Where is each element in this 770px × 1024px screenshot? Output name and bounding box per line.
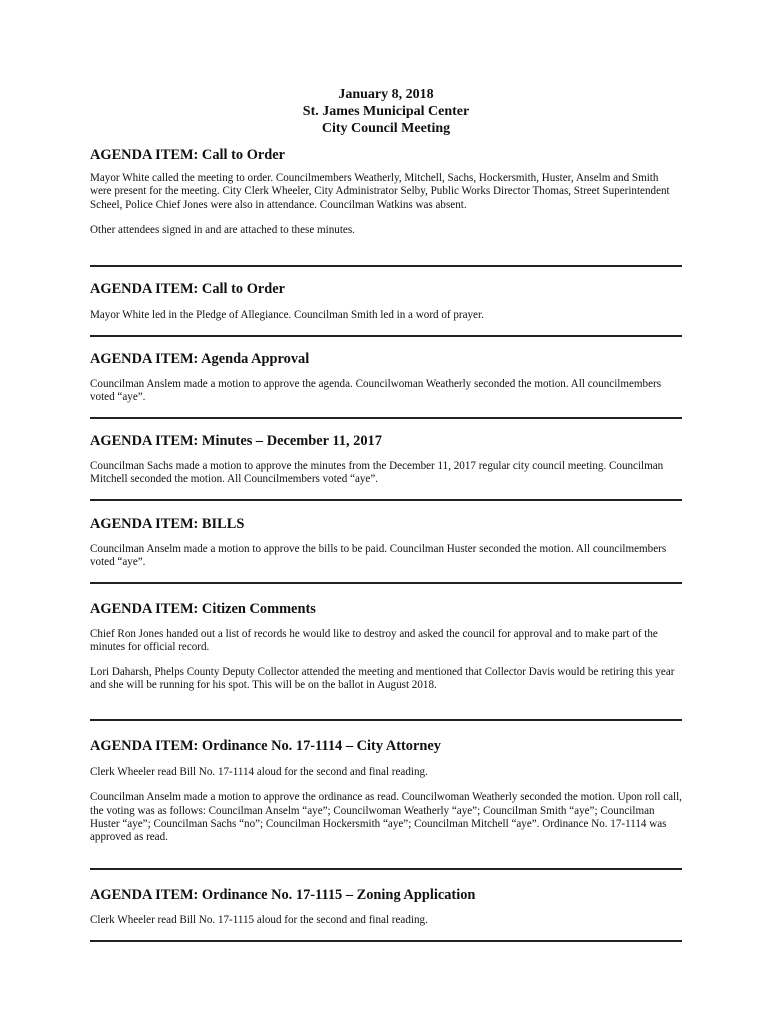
- meeting-location: St. James Municipal Center: [302, 104, 470, 119]
- section-divider: [90, 868, 682, 870]
- meeting-date: January 8, 2018: [338, 87, 434, 102]
- section-paragraph: Mayor White led in the Pledge of Allegiance. Councilman Smith led in a word of prayer.: [90, 309, 484, 321]
- section-paragraph: Councilman Anslem made a motion to approve the agenda. Councilwoman Weatherly seconded the motion. All councilmembers voted “aye”.: [90, 378, 662, 404]
- section-divider: [90, 940, 682, 942]
- section-paragraph: Clerk Wheeler read Bill No. 17-1115 aloud for the second and final reading.: [90, 914, 428, 926]
- section-paragraph: Councilman Anselm made a motion to approve the bills to be paid. Councilman Huster seconded the motion. All councilmembers voted “aye”.: [90, 543, 667, 569]
- section-paragraph: Clerk Wheeler read Bill No. 17-1114 aloud for the second and final reading.: [90, 766, 428, 778]
- agenda-section-minutes: [90, 432, 682, 487]
- meeting-type: City Council Meeting: [321, 121, 451, 136]
- section-paragraph: Mayor White called the meeting to order. Councilmembers Weatherly, Mitchell, Sachs, Hockersmith, Huster, Anselm and Smith were present for the meeting. City Clerk Wheeler, City Administrator Selby, Public Works Director Thomas, Street Superintendent Scheel, Police Chief Jones were also in attendance. Councilman Watkins was absent.: [90, 172, 670, 211]
- agenda-section-citizen-comments: [90, 600, 682, 692]
- section-divider: [90, 335, 682, 337]
- section-divider: [90, 719, 682, 721]
- section-title: AGENDA ITEM: Call to Order: [90, 281, 286, 297]
- agenda-section-pledge: [90, 280, 682, 322]
- agenda-section-ordinance-17-1115: [90, 886, 682, 927]
- section-paragraph: Councilman Sachs made a motion to approve the minutes from the December 11, 2017 regular city council meeting. Councilman Mitchell seconded the motion. All Councilmembers voted “aye”.: [90, 460, 664, 486]
- document-header: [90, 0, 682, 137]
- section-title: AGENDA ITEM: Citizen Comments: [90, 601, 316, 617]
- section-divider: [90, 417, 682, 419]
- section-title: AGENDA ITEM: Agenda Approval: [90, 351, 310, 367]
- section-paragraph: Other attendees signed in and are attached to these minutes.: [90, 223, 355, 236]
- section-paragraph: Lori Daharsh, Phelps County Deputy Collector attended the meeting and mentioned that Collector Davis would be retiring this year and she will be running for his spot. This will be on the ballot in August 2018.: [90, 665, 675, 691]
- section-paragraph: Chief Ron Jones handed out a list of records he would like to destroy and asked the council for approval and to make part of the minutes for official record.: [90, 628, 658, 654]
- section-title: AGENDA ITEM: Minutes – December 11, 2017: [90, 433, 382, 449]
- section-title: AGENDA ITEM: BILLS: [90, 516, 245, 532]
- minutes-page: [90, 0, 682, 926]
- section-divider: [90, 582, 682, 584]
- section-divider: [90, 499, 682, 501]
- section-title: AGENDA ITEM: Call to Order: [90, 147, 286, 163]
- agenda-section-ordinance-17-1114: [90, 737, 682, 844]
- section-title: AGENDA ITEM: Ordinance No. 17-1115 – Zoning Application: [90, 887, 476, 903]
- agenda-section-agenda-approval: [90, 350, 682, 405]
- section-paragraph: Councilman Anselm made a motion to approve the ordinance as read. Councilwoman Weatherly seconded the motion. Upon roll call, the voting was as follows: Councilman Anselm “aye”; Councilwoman Weatherly “aye”; Councilman Smith “aye”; Councilman Huster “aye”; Councilman Sachs “no”; Councilman Hockersmith “aye”; Councilman Mitchell “aye”. Ordinance No. 17-1114 was approved as read.: [90, 791, 682, 844]
- section-divider: [90, 265, 682, 267]
- agenda-section-bills: [90, 515, 682, 570]
- agenda-section-call-to-order: [90, 146, 682, 237]
- section-title: AGENDA ITEM: Ordinance No. 17-1114 – City Attorney: [90, 738, 441, 754]
